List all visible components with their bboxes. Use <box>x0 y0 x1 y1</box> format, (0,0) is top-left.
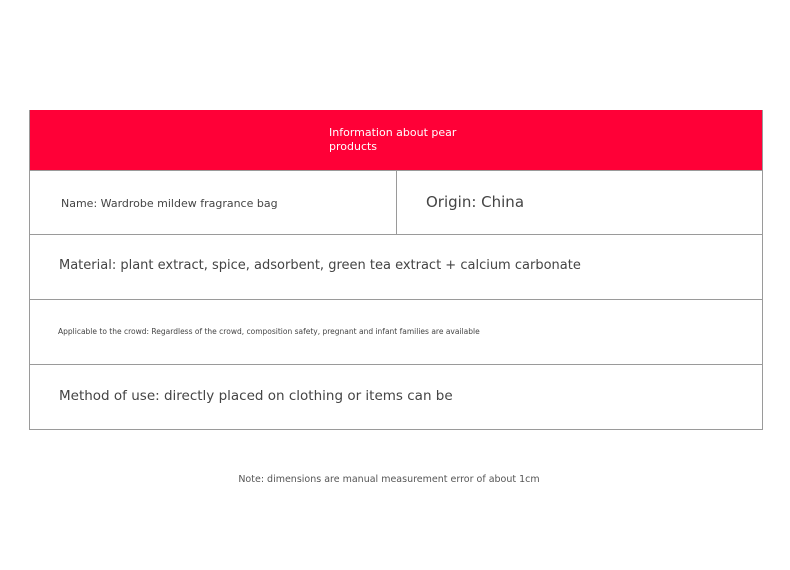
table-header <box>30 110 762 170</box>
table-row-name-origin <box>30 170 762 234</box>
table-row-method <box>30 364 762 429</box>
product-origin: Origin: China <box>426 193 525 211</box>
product-name: Name: Wardrobe mildew fragrance bag <box>61 197 278 210</box>
product-material: Material: plant extract, spice, adsorbent, green tea extract + calcium carbonate <box>59 258 581 273</box>
table-row-crowd <box>30 299 762 364</box>
method-of-use: Method of use: directly placed on clothing or items can be <box>59 388 453 404</box>
applicable-crowd: Applicable to the crowd: Regardless of the crowd, composition safety, pregnant and infant families are available <box>58 327 480 336</box>
origin-cell <box>397 171 762 234</box>
measurement-note: Note: dimensions are manual measurement error of about 1cm <box>238 474 540 485</box>
table-row-material <box>30 234 762 299</box>
header-title: Information about pear products <box>329 126 457 153</box>
name-cell <box>30 171 397 234</box>
product-info-table <box>29 110 763 430</box>
